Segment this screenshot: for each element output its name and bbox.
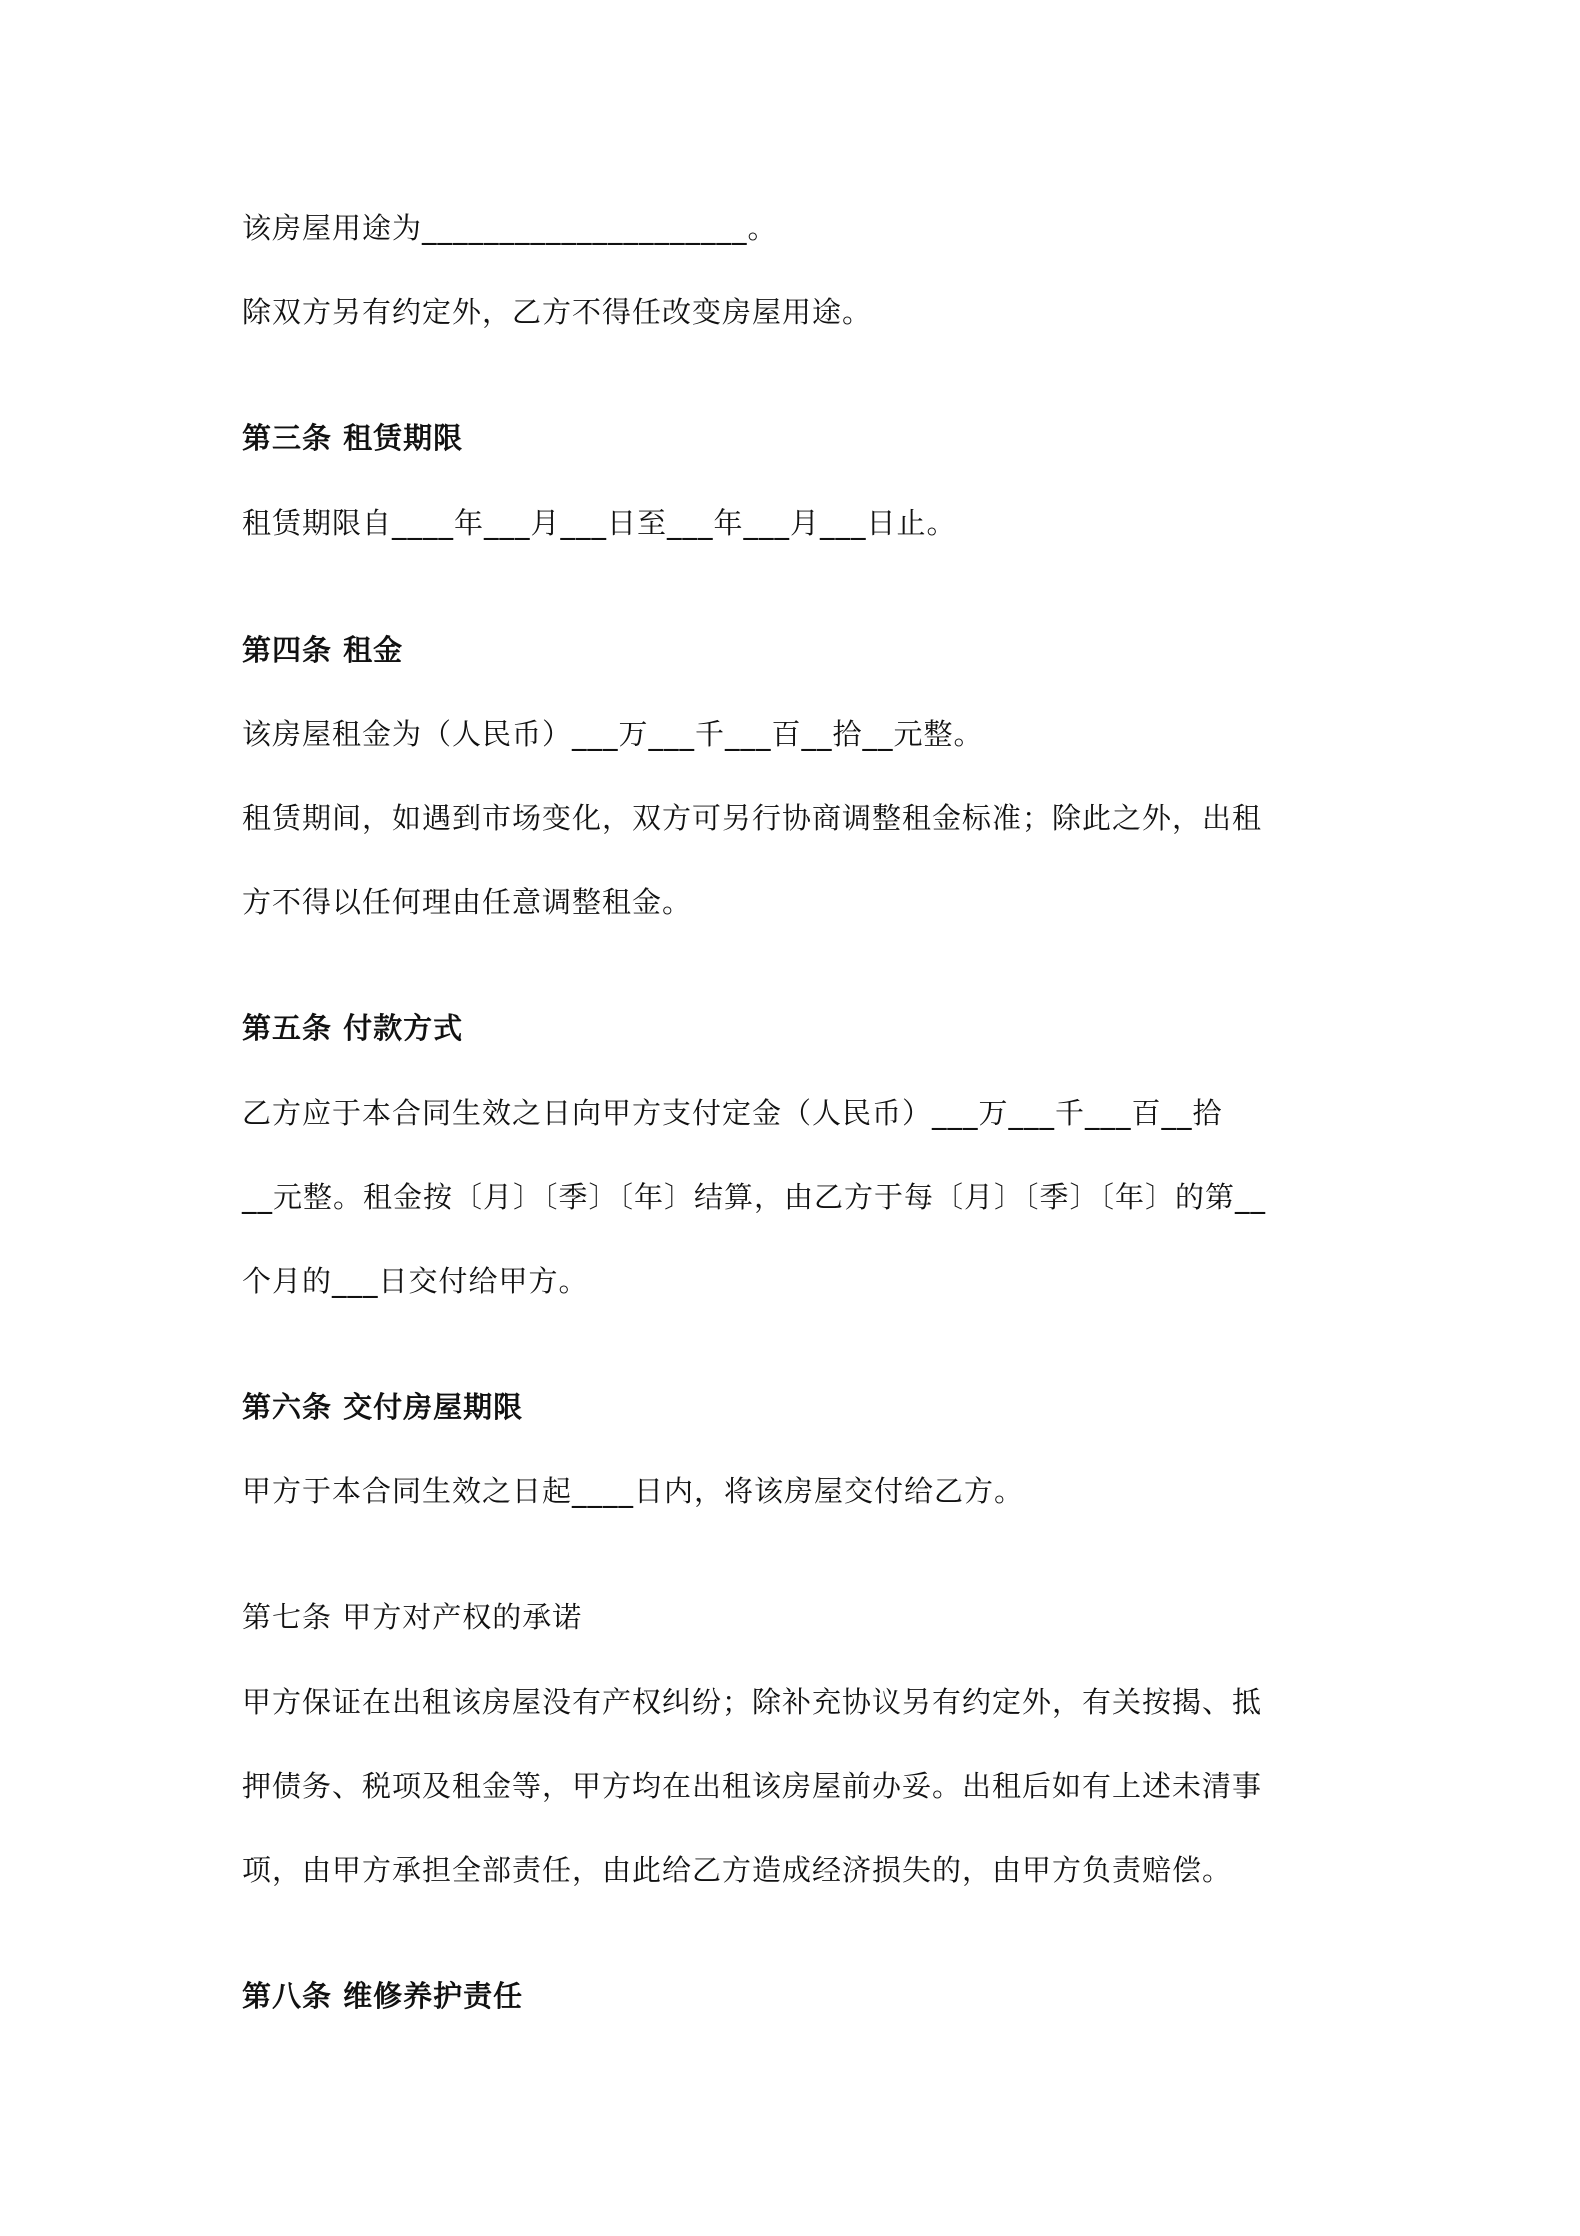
- article-3-heading: 第三条 租赁期限: [242, 421, 464, 455]
- article-7-heading: 第七条 甲方对产权的承诺: [242, 1600, 583, 1634]
- rent-amount-line: 该房屋租金为（人民币）___万___千___百__拾__元整。: [242, 717, 984, 751]
- delivery-line: 甲方于本合同生效之日起____日内，将该房屋交付给乙方。: [242, 1474, 1025, 1508]
- lease-term-line: 租赁期限自____年___月___日至___年___月___日止。: [242, 506, 957, 540]
- ownership-line-3: 项，由甲方承担全部责任，由此给乙方造成经济损失的，由甲方负责赔偿。: [242, 1853, 1233, 1887]
- ownership-line-1: 甲方保证在出租该房屋没有产权纠纷；除补充协议另有约定外，有关按揭、抵: [242, 1685, 1263, 1719]
- payment-line-2: __元整。租金按〔月〕〔季〕〔年〕结算，由乙方于每〔月〕〔季〕〔年〕的第__: [242, 1180, 1267, 1214]
- rent-adjust-line-2: 方不得以任何理由任意调整租金。: [242, 885, 693, 919]
- article-8-heading: 第八条 维修养护责任: [242, 1979, 524, 2013]
- usage-restriction-line: 除双方另有约定外，乙方不得任改变房屋用途。: [242, 295, 873, 329]
- article-6-heading: 第六条 交付房屋期限: [242, 1390, 524, 1424]
- ownership-line-2: 押债务、税项及租金等，甲方均在出租该房屋前办妥。出租后如有上述未清事: [242, 1769, 1263, 1803]
- article-4-heading: 第四条 租金: [242, 633, 404, 667]
- payment-line-1: 乙方应于本合同生效之日向甲方支付定金（人民币）___万___千___百__拾: [242, 1096, 1223, 1130]
- rent-adjust-line-1: 租赁期间，如遇到市场变化，双方可另行协商调整租金标准；除此之外，出租: [242, 801, 1263, 835]
- payment-line-3: 个月的___日交付给甲方。: [242, 1264, 589, 1298]
- article-5-heading: 第五条 付款方式: [242, 1011, 464, 1045]
- usage-line: 该房屋用途为_____________________。: [242, 211, 778, 245]
